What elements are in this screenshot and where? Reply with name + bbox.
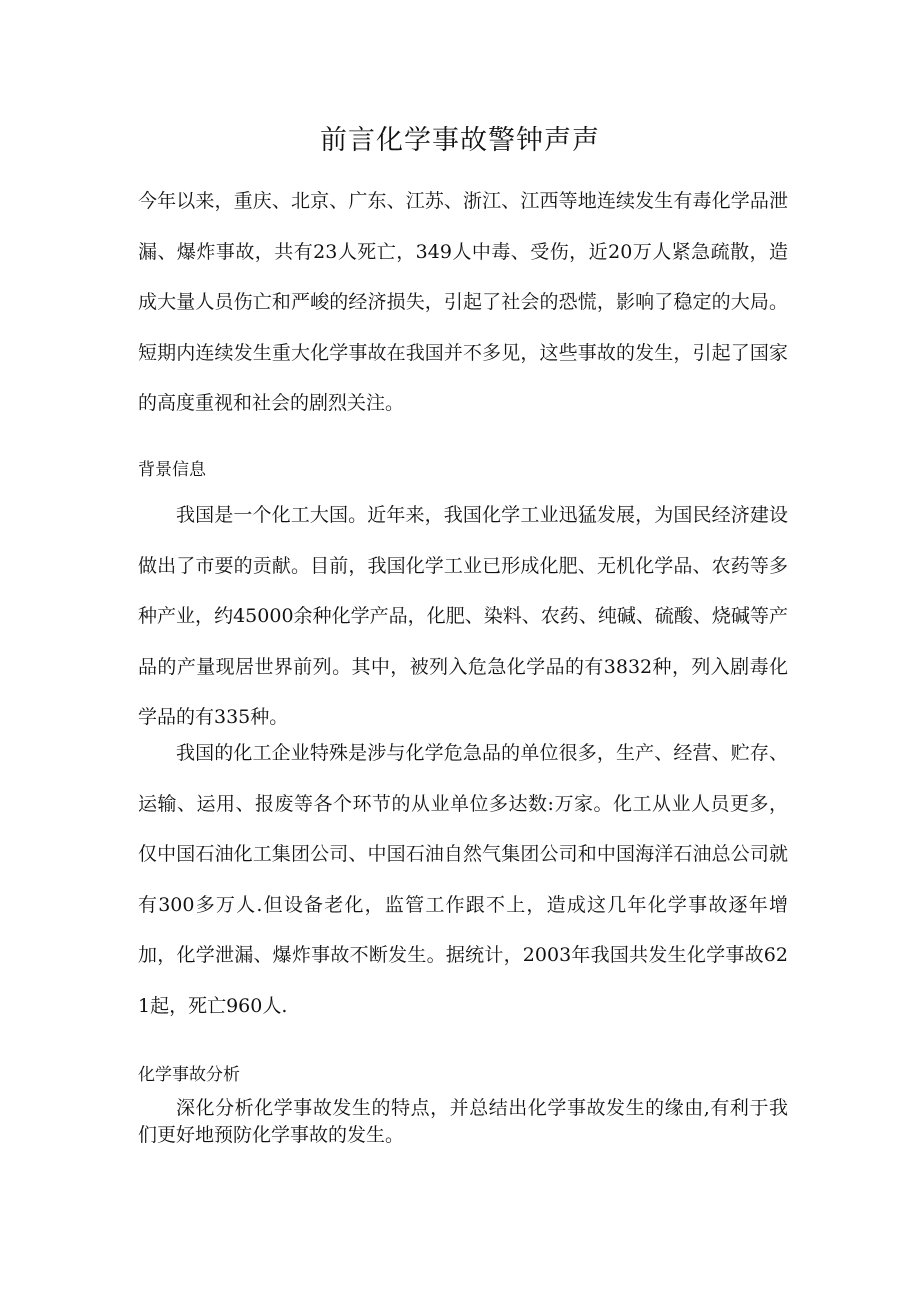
background-paragraph-1: 我国是一个化工大国。近年来，我国化学工业迅猛发展，为国民经济建设做出了市要的贡献。目前，我国化学工业已形成化肥、无机化学品、农药等多种产业，约45000余种化学产品，化肥、染料、农药、纯碱、硫酸、烧碱等产品的产量现居世界前列。其中，被列入危急化学品的有3832种，列入剧毒化学品的有335种。: [138, 504, 788, 729]
background-paragraph-2: 我国的化工企业特殊是涉与化学危急品的单位很多，生产、经营、贮存、运输、运用、报废等各个环节的从业单位多达数:万家。化工从业人员更多，仅中国石油化工集团公司、中国石油自然气集团公司和中国海洋石油总公司就有300多万人.但设备老化，监管工作跟不上，造成这几年化学事故逐年增加，化学泄漏、爆炸事故不断发生。据统计，2003年我国共发生化学事故621起，死亡960人.: [138, 742, 788, 1017]
intro-paragraph: 今年以来，重庆、北京、广东、江苏、浙江、江西等地连续发生有毒化学品泄漏、爆炸事故，共有23人死亡，349人中毒、受伤，近20万人紧急疏散，造成大量人员伤亡和严峻的经济损失，引起了社会的恐慌，影响了稳定的大局。短期内连续发生重大化学事故在我国并不多见，这些事故的发生，引起了国家的高度重视和社会的剧烈关注。: [138, 190, 788, 415]
analysis-paragraph: 深化分析化学事故发生的特点，并总结出化学事故发生的缘由,有利于我们更好地预防化学事故的发生。: [138, 1097, 788, 1147]
page-title: 前言化学事故警钟声声: [320, 125, 600, 156]
section-heading-background: 背景信息: [138, 460, 206, 480]
section-heading-analysis: 化学事故分析: [138, 1065, 240, 1085]
